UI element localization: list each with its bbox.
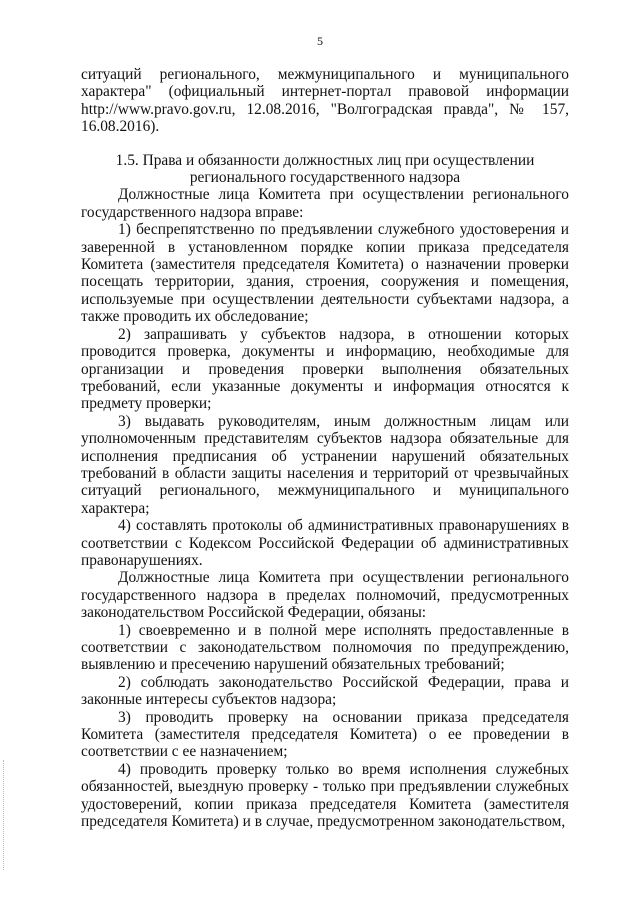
page-number: 5 [317,34,323,48]
duties-item-1: 1) своевременно и в полной мере исполнять предоставленные в соответствии с законодательством полномочия по предупреждению, выявлению и пресечению нарушений обязательных требований; [81,621,569,674]
document-body [81,66,569,830]
duties-item-3: 3) проводить проверку на основании приказа председателя Комитета (заместителя председателя Комитета) о ее проведении в соответствии с ее назначением; [81,708,569,761]
scan-edge-mark [3,760,5,870]
duties-item-4: 4) проводить проверку только во время исполнения служебных обязанностей, выездную проверку - только при предъявлении служебных удостоверений, копии приказа председателя Комитета (заместителя председателя Комитета) и в случае, предусмотренном законодательством, [81,760,569,831]
duties-item-2: 2) соблюдать законодательство Российской Федерации, права и законные интересы субъектов надзора; [81,673,569,709]
intro-paragraph: ситуаций регионального, межмуниципального и муниципального характера" (официальный интернет-портал правовой информации http://www.pravo.gov.ru, 12.08.2016, "Волгоградская правда", № 157, 16.08.2016). [81,66,569,136]
rights-item-3: 3) выдавать руководителям, иным должностным лицам или уполномоченным представителям субъектов надзора обязательные для исполнения предписания об устранении нарушений обязательных требований в области защиты населения и территорий от чрезвычайных ситуаций регионального, межмуниципального и муниципального характера; [81,412,569,517]
rights-intro-paragraph: Должностные лица Комитета при осуществлении регионального государственного надзора вправе: [81,186,569,221]
rights-item-1: 1) беспрепятственно по предъявлении служебного удостоверения и заверенной в установленном порядке копии приказа председателя Комитета (заместителя председателя Комитета) о назначении проверки посещать территории, здания, строения, сооружения и помещения, используемые при осуществлении деятельности субъектами надзора, а также проводить их обследование; [81,221,569,326]
rights-item-4: 4) составлять протоколы об административных правонарушениях в соответствии с Кодексом Российской Федерации об административных правонарушениях. [81,517,569,569]
rights-item-2: 2) запрашивать у субъектов надзора, в отношении которых проводится проверка, документы и информацию, необходимые для организации и проведения проверки выполнения обязательных требований, если указанные документы и информация относятся к предмету проверки; [81,325,569,413]
duties-intro-paragraph: Должностные лица Комитета при осуществлении регионального государственного надзора в пределах полномочий, предусмотренных законодательством Российской Федерации, обязаны: [81,569,569,622]
section-heading [81,152,569,187]
section-heading-line-1: 1.5. Права и обязанности должностных лиц при осуществлении [115,151,535,169]
section-heading-line-2: регионального государственного надзора [189,169,461,187]
